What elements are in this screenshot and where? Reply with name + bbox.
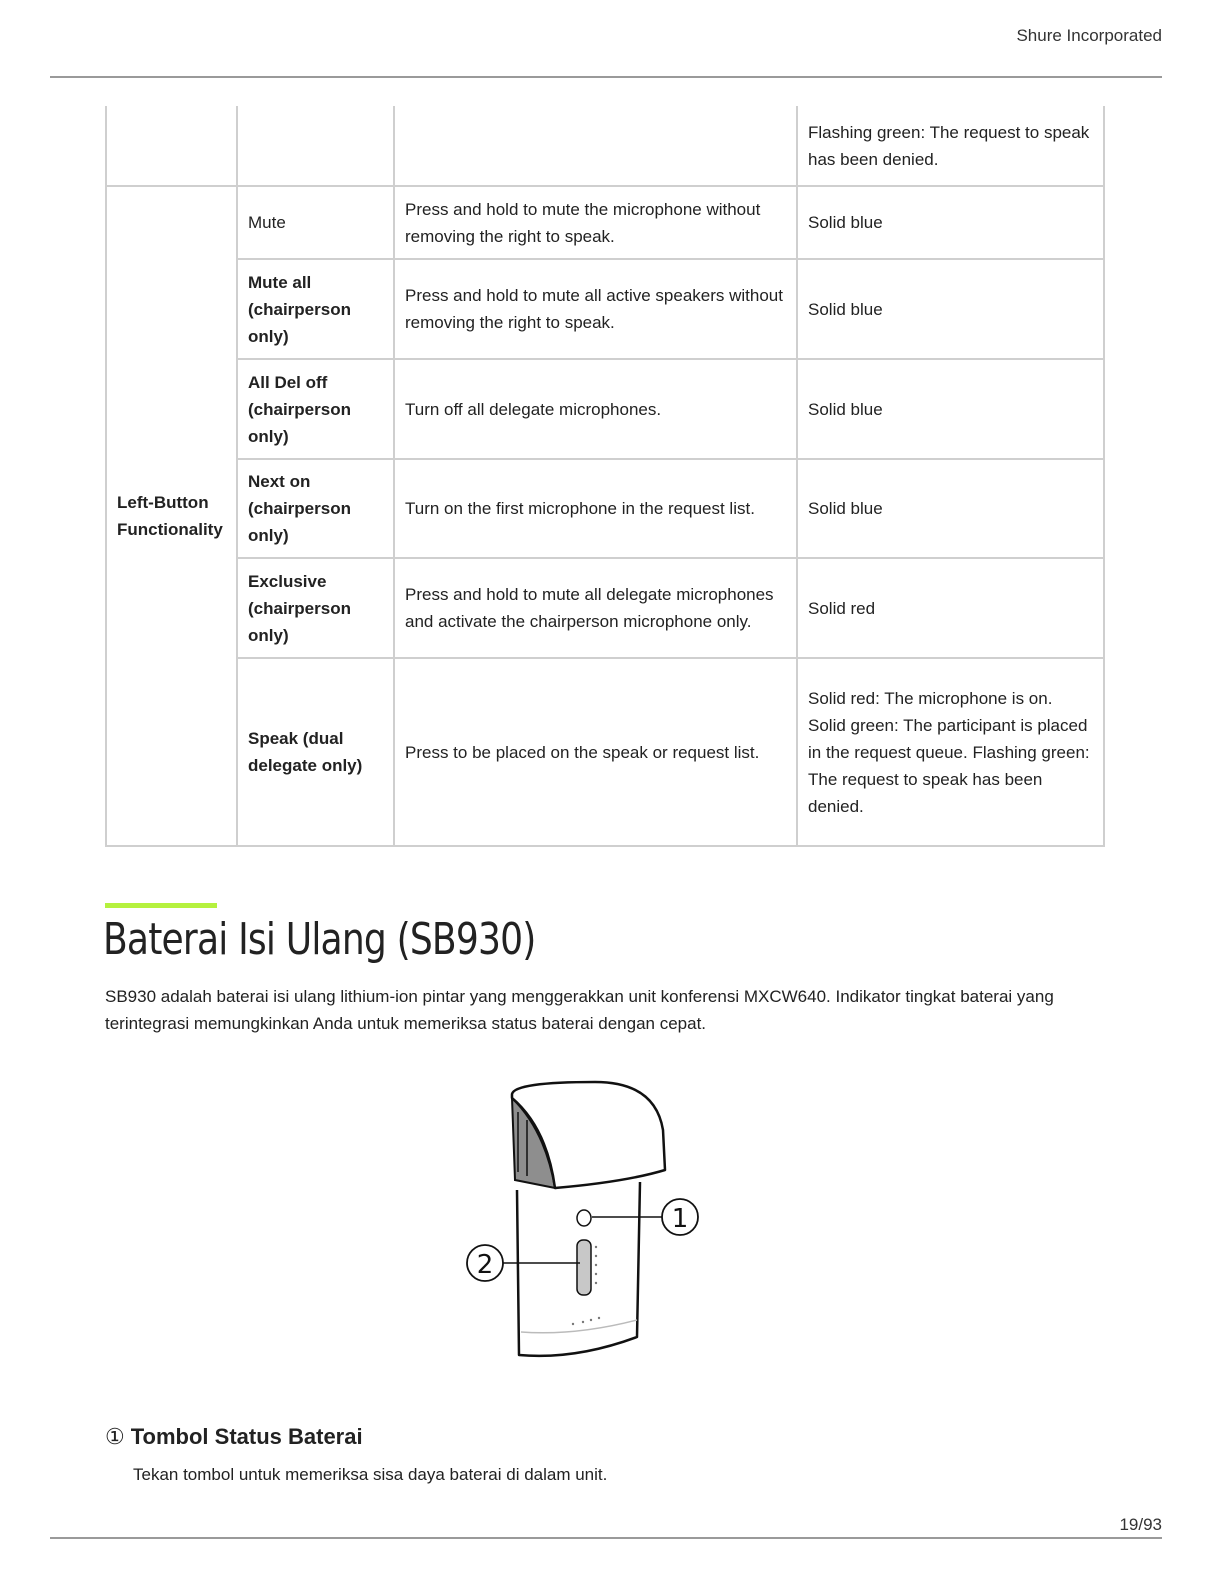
table-row — [106, 359, 1104, 459]
table-row — [106, 259, 1104, 359]
footer-divider — [50, 1537, 1162, 1539]
table-cell-action: Press and hold to mute all active speakers without removing the right to speak. — [394, 259, 797, 359]
table-row — [106, 186, 1104, 259]
table-row — [106, 558, 1104, 658]
table-cell-mode: Mute all (chairperson only) — [237, 259, 394, 359]
battery-status-button — [577, 1210, 591, 1226]
left-button-function-table — [105, 106, 1105, 847]
table-cell-led: Solid blue — [797, 186, 1104, 259]
item-title: Tombol Status Baterai — [130, 1424, 363, 1449]
table-cell-mode: Speak (dual delegate only) — [237, 658, 394, 846]
callout-1-label: 1 — [671, 1204, 689, 1234]
table-group-label: Left-Button Functionality — [106, 186, 237, 846]
header-divider — [50, 76, 1162, 78]
table-cell-led: Flashing green: The request to speak has been denied. — [797, 106, 1104, 186]
table-row — [106, 106, 1104, 186]
battery-status-button-heading — [105, 1424, 363, 1450]
battery-status-button-description: Tekan tombol untuk memeriksa sisa daya baterai di dalam unit. — [133, 1465, 608, 1484]
section-accent-bar — [105, 903, 217, 908]
table-cell-mode: Exclusive (chairperson only) — [237, 558, 394, 658]
callout-2-label: 2 — [476, 1250, 494, 1280]
table-cell-action: Turn on the first microphone in the request list. — [394, 459, 797, 558]
table-cell-action: Press and hold to mute all delegate microphones and activate the chairperson microphone only. — [394, 558, 797, 658]
table-cell-mode: All Del off (chairperson only) — [237, 359, 394, 459]
header-company-name: Shure Incorporated — [1016, 26, 1162, 45]
table-cell-empty — [394, 106, 797, 186]
table-cell-mode: Next on (chairperson only) — [237, 459, 394, 558]
page-number: 19/93 — [1119, 1515, 1162, 1534]
table-cell-mode: Mute — [237, 186, 394, 259]
table-cell-led: Solid red — [797, 558, 1104, 658]
table-cell-action: Press to be placed on the speak or request list. — [394, 658, 797, 846]
item-number: ① — [105, 1424, 125, 1449]
table-cell-led: Solid red: The microphone is on. Solid green: The participant is placed in the request queue. Flashing green: The request to speak has been denied. — [797, 658, 1104, 846]
battery-illustration — [455, 1070, 715, 1370]
table-row — [106, 459, 1104, 558]
table-cell-empty — [106, 106, 237, 186]
section-intro: SB930 adalah baterai isi ulang lithium-ion pintar yang menggerakkan unit konferensi MXCW640. Indikator tingkat baterai yang terintegrasi memungkinkan Anda untuk memeriksa status baterai dengan cepat. — [105, 987, 1054, 1033]
table-cell-action: Turn off all delegate microphones. — [394, 359, 797, 459]
table-cell-empty — [237, 106, 394, 186]
table-row — [106, 658, 1104, 846]
table-cell-action: Press and hold to mute the microphone without removing the right to speak. — [394, 186, 797, 259]
table-cell-led: Solid blue — [797, 359, 1104, 459]
table-cell-led: Solid blue — [797, 459, 1104, 558]
table-cell-led: Solid blue — [797, 259, 1104, 359]
section-title: Baterai Isi Ulang (SB930) — [103, 914, 536, 965]
battery-level-indicator — [577, 1240, 591, 1295]
